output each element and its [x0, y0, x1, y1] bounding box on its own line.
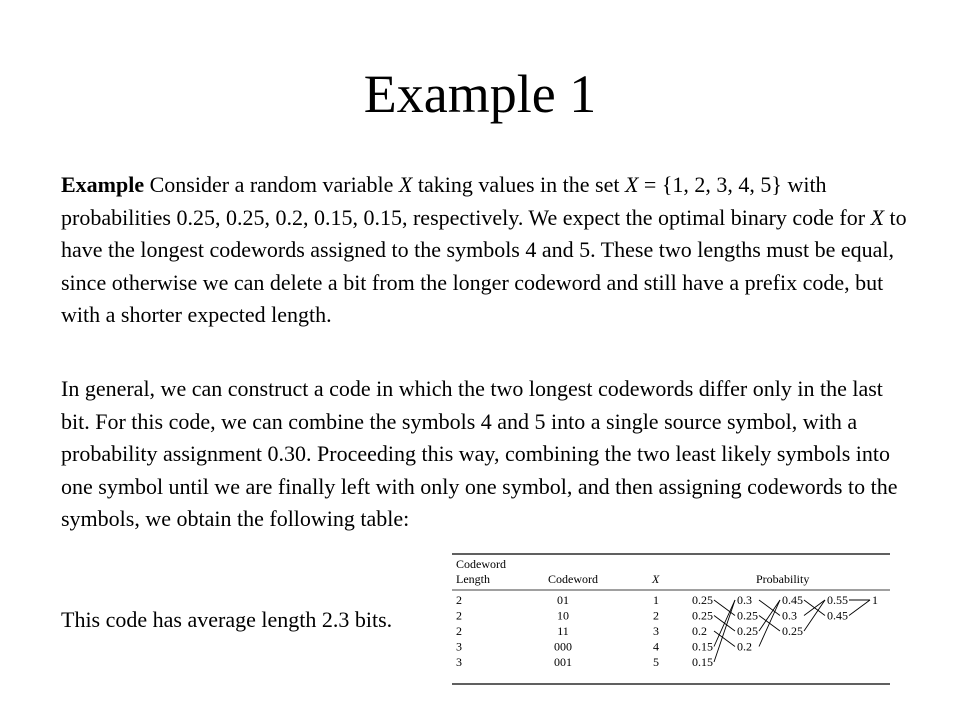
- text-segment: = {1, 2, 3, 4, 5} with probabilities 0.25, 0.25, 0.2, 0.15, 0.15, respectively. We expect the optimal binary code for: [61, 172, 871, 230]
- cell-length: 2: [456, 624, 462, 638]
- cell-codeword: 000: [554, 639, 572, 654]
- huffman-code-table: [452, 546, 892, 692]
- example-paragraph: [61, 169, 911, 332]
- table-rows: [456, 593, 878, 669]
- huffman-table-svg: [452, 546, 892, 692]
- cell-probability: 0.55: [827, 593, 848, 607]
- cell-length: 3: [456, 639, 462, 654]
- cell-probability: 0.3: [737, 593, 752, 607]
- example-label: Example: [61, 172, 145, 197]
- cell-probability: 0.25: [737, 608, 758, 623]
- cell-length: 2: [456, 608, 462, 623]
- general-paragraph: In general, we can construct a code in which the two longest codewords differ only in the last bit. For this code, we can combine the symbols 4 and 5 into a single source symbol, with a probability assignment 0.30. Proceeding this way, combining the two least likely symbols into one symbol until we are finally left with only one symbol, and then assigning codewords to the symbols, we obtain the following table:: [61, 376, 898, 531]
- cell-symbol: 5: [653, 655, 659, 669]
- merge-line: [804, 600, 825, 631]
- cell-length: 2: [456, 593, 462, 607]
- cell-probability: 0.25: [782, 624, 803, 638]
- merge-line: [714, 600, 735, 662]
- merge-line: [759, 600, 780, 631]
- cell-symbol: 1: [653, 593, 659, 607]
- header-length-line2: Length: [456, 572, 490, 586]
- slide-title: Example 1: [363, 64, 597, 124]
- text-segment: Consider a random variable: [144, 172, 399, 197]
- summary-paragraph: This code has average length 2.3 bits.: [61, 607, 393, 632]
- cell-codeword: 11: [557, 624, 569, 638]
- variable-x: X: [398, 172, 413, 197]
- header-probability: Probability: [756, 572, 810, 586]
- cell-probability: 0.25: [692, 608, 713, 623]
- cell-probability: 0.25: [737, 624, 758, 638]
- header-codeword: Codeword: [548, 572, 598, 586]
- cell-codeword: 10: [557, 608, 569, 623]
- merge-line: [714, 600, 735, 647]
- cell-probability: 0.45: [827, 608, 848, 623]
- cell-symbol: 2: [653, 608, 659, 623]
- cell-probability: 0.2: [737, 639, 752, 654]
- cell-codeword: 01: [557, 593, 569, 607]
- cell-probability: 1: [872, 593, 878, 607]
- text-segment: to have the longest codewords assigned to the symbols 4 and 5. These two lengths must be equal, since otherwise we can delete a bit from the longer codeword and still have a prefix code, but with a shorter expected length.: [61, 204, 907, 327]
- cell-codeword: 001: [554, 655, 572, 669]
- header-x: X: [652, 572, 660, 586]
- merge-line: [759, 600, 780, 647]
- variable-x: X: [870, 204, 885, 230]
- text-segment: taking values in the set: [412, 172, 625, 197]
- variable-x: X: [624, 172, 639, 197]
- cell-symbol: 4: [653, 639, 659, 654]
- cell-probability: 0.45: [782, 593, 803, 607]
- cell-probability: 0.25: [692, 593, 713, 607]
- cell-symbol: 3: [653, 624, 659, 638]
- cell-probability: 0.3: [782, 608, 797, 623]
- header-length-line1: Codeword: [456, 557, 506, 571]
- cell-probability: 0.2: [692, 624, 707, 638]
- merge-line: [849, 600, 870, 616]
- cell-length: 3: [456, 655, 462, 669]
- cell-probability: 0.15: [692, 655, 713, 669]
- cell-probability: 0.15: [692, 639, 713, 654]
